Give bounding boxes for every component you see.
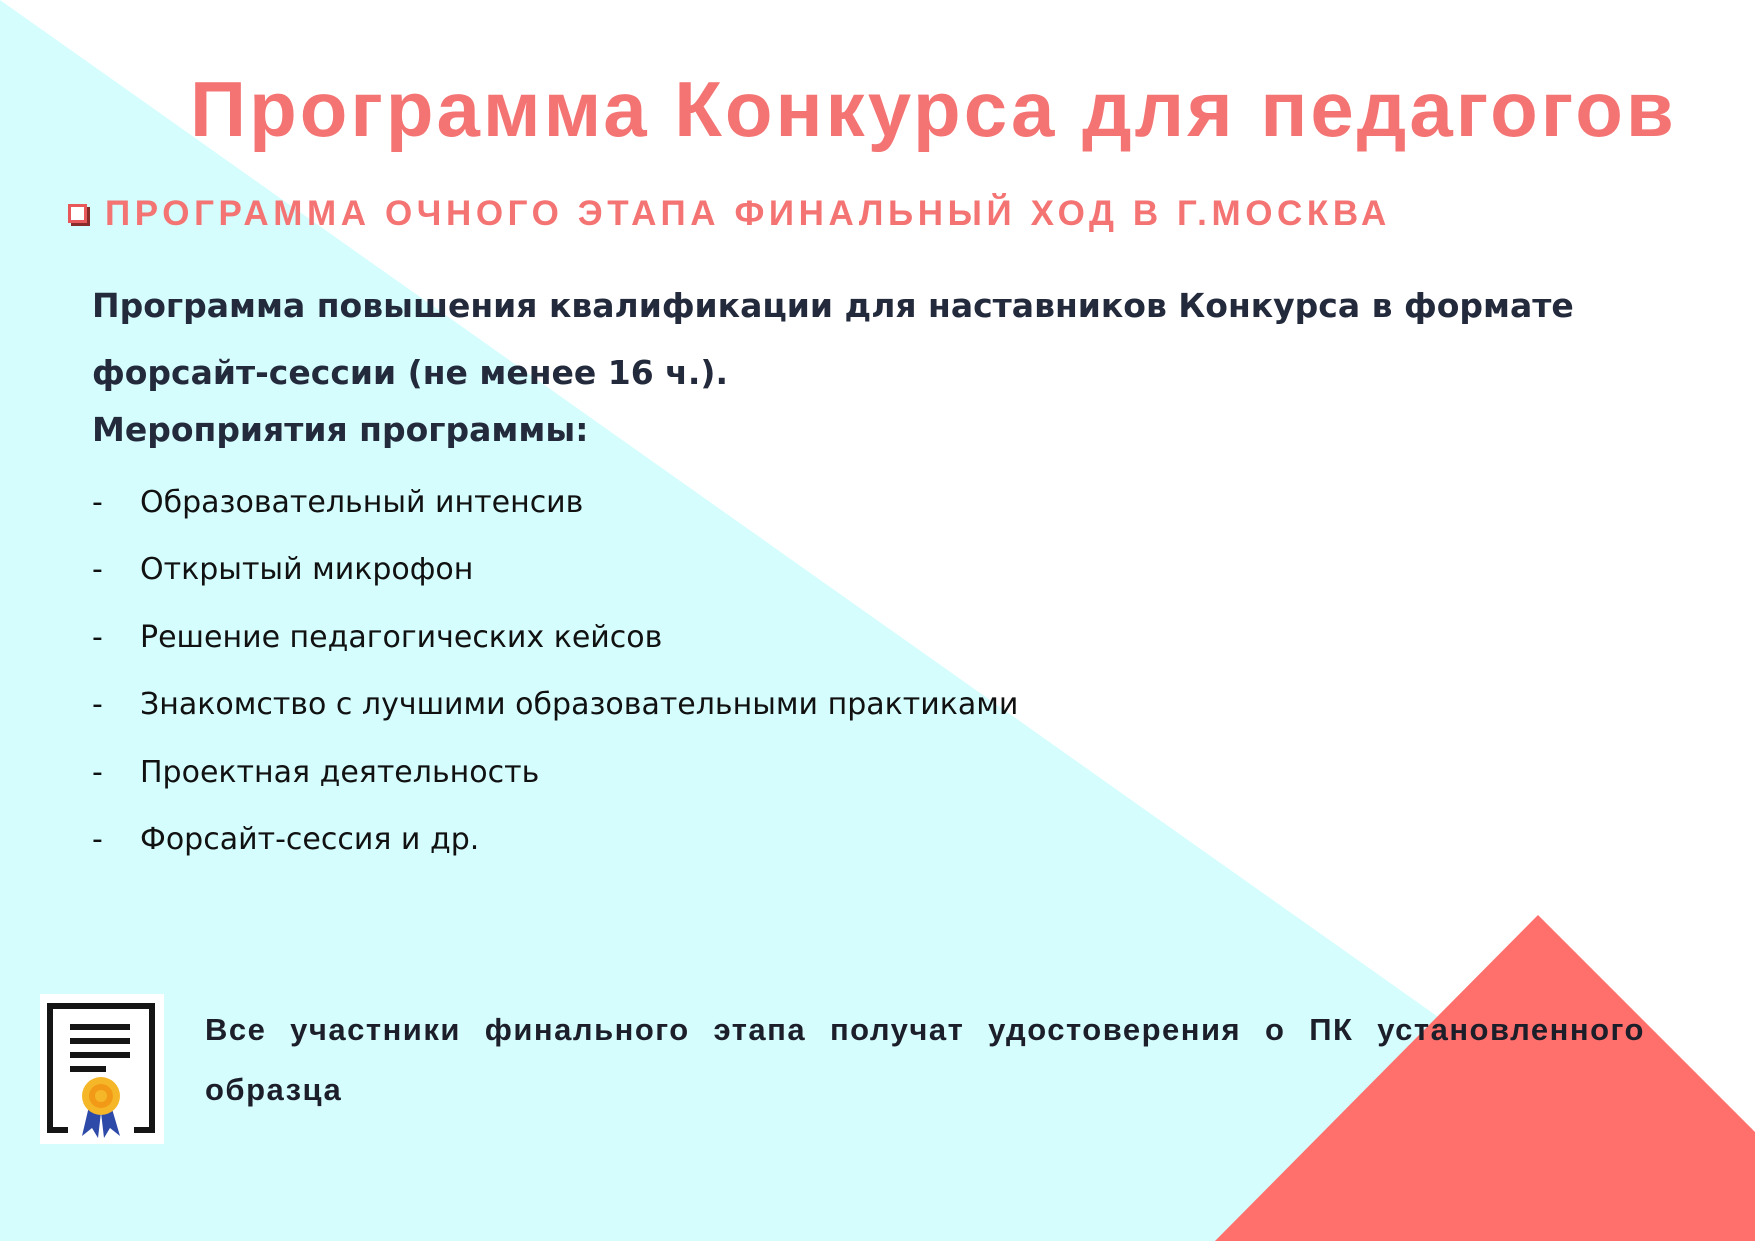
page-title: Программа Конкурса для педагогов: [190, 65, 1677, 153]
list-item-text: Открытый микрофон: [140, 552, 474, 588]
checkbox-bullet-icon: [68, 204, 87, 223]
list-item-text: Проектная деятельность: [140, 754, 540, 790]
list-item-text: Знакомство с лучшими образовательными практиками: [140, 687, 1019, 723]
certificate-icon: [40, 994, 164, 1144]
list-marker: -: [92, 821, 103, 857]
list-item-text: Форсайт-сессия и др.: [140, 821, 480, 857]
list-marker: -: [92, 552, 103, 588]
list-marker: -: [92, 485, 103, 520]
section-subtitle: [68, 196, 1391, 231]
list-item: [92, 822, 1018, 889]
list-item: [92, 755, 1018, 822]
footer-note: Все участники финального этапа получат удостоверения о ПК установленного образца: [205, 1012, 1645, 1107]
list-item-text: Решение педагогических кейсов: [140, 619, 663, 655]
section-subtitle-text: ПРОГРАММА ОЧНОГО ЭТАПА ФИНАЛЬНЫЙ ХОД В Г.МОСКВА: [105, 194, 1391, 233]
list-item: [92, 687, 1018, 754]
list-marker: -: [92, 754, 103, 790]
list-item-text: Образовательный интенсив: [140, 485, 584, 520]
intro-paragraph: Программа повышения квалификации для наставников Конкурса в формате форсайт-сессии (не менее 16 ч.).: [92, 286, 1574, 392]
list-marker: -: [92, 687, 103, 723]
events-list: [92, 485, 1018, 889]
list-marker: -: [92, 619, 103, 655]
list-item: [92, 485, 1018, 552]
events-heading: Мероприятия программы:: [92, 410, 589, 449]
list-item: [92, 620, 1018, 687]
list-item: [92, 552, 1018, 619]
